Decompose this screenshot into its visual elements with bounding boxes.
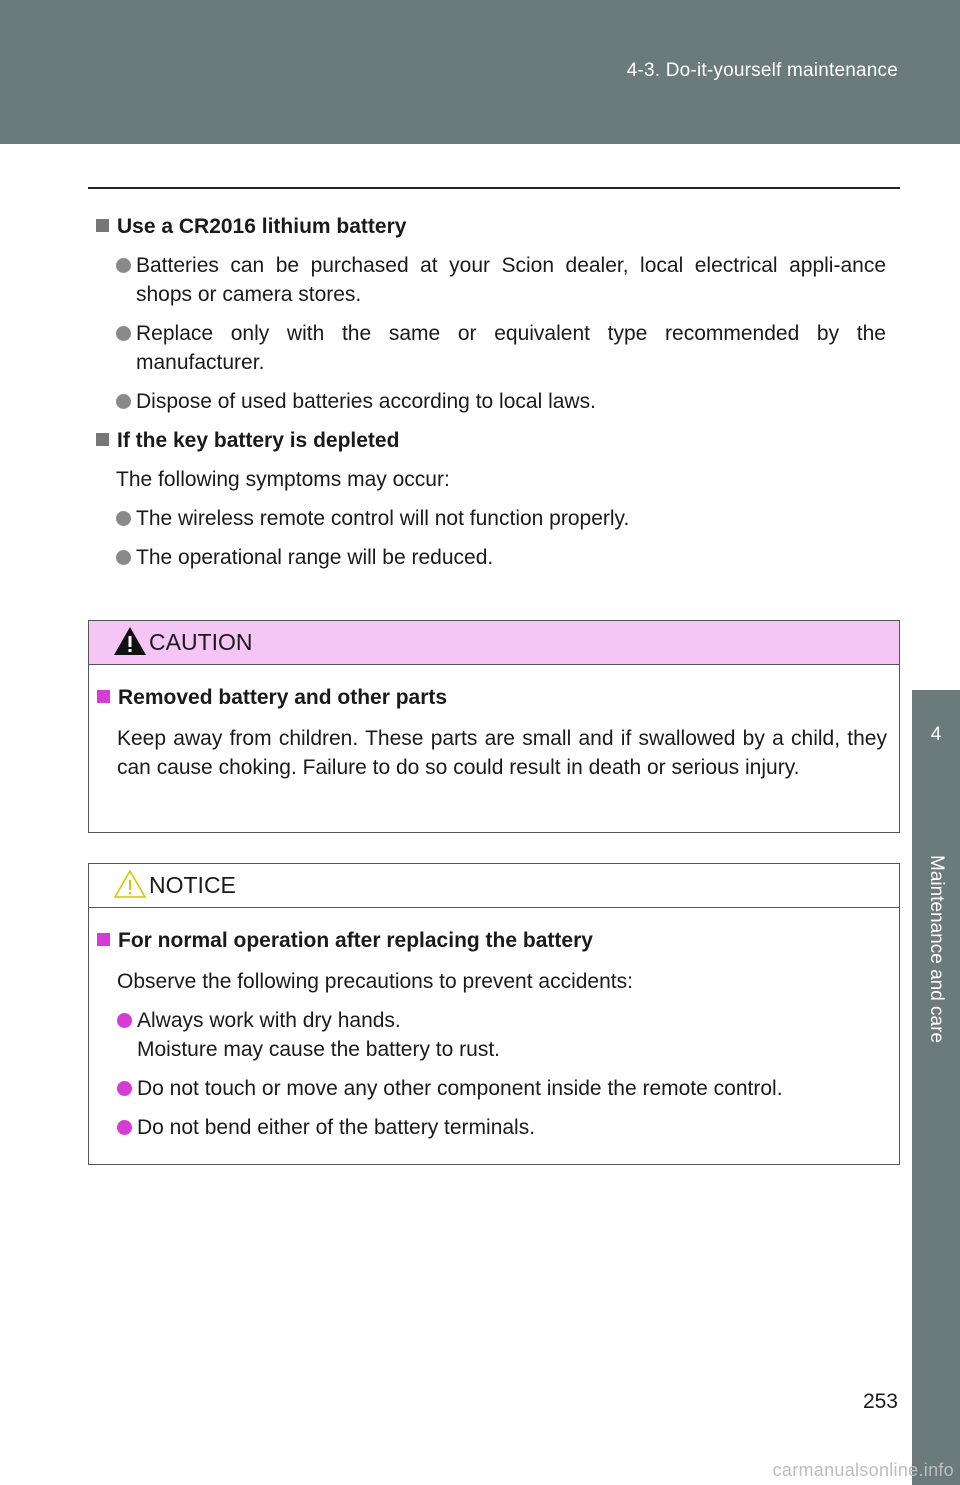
page-number: 253: [862, 1390, 898, 1413]
bullet-icon: [116, 511, 131, 526]
bullet-icon: [116, 394, 131, 409]
chapter-tab: [912, 690, 960, 1485]
caution-box: [88, 620, 900, 833]
bullet-icon: [116, 326, 131, 341]
notice-heading: For normal operation after replacing the battery: [97, 926, 887, 955]
bullet-icon: [117, 1013, 132, 1028]
list-item: The operational range will be reduced.: [96, 543, 886, 572]
header-rule: [88, 187, 900, 189]
bullet-icon: [116, 258, 131, 273]
square-marker-icon: [97, 933, 110, 946]
notice-header: [89, 864, 899, 908]
notice-title: NOTICE: [149, 872, 236, 898]
caution-heading: Removed battery and other parts: [97, 683, 887, 712]
main-content: [96, 212, 886, 582]
chapter-number: 4: [930, 724, 942, 745]
square-marker-icon: [97, 690, 110, 703]
warning-triangle-outline-icon: [113, 868, 147, 900]
notice-box: [88, 863, 900, 1165]
list-item: Dispose of used batteries according to local laws.: [96, 387, 886, 416]
list-item: Batteries can be purchased at your Scion dealer, local electrical appli-ance shops or camera stores.: [96, 251, 886, 309]
caution-header: [89, 621, 899, 665]
list-item: Do not bend either of the battery terminals.: [97, 1113, 887, 1142]
section2-intro: The following symptoms may occur:: [116, 468, 450, 491]
caution-text: Keep away from children. These parts are small and if swallowed by a child, they can cause choking. Failure to do so could result in death or serious injury.: [117, 727, 887, 779]
notice-intro: Observe the following precautions to prevent accidents:: [117, 970, 633, 993]
bullet-icon: [116, 550, 131, 565]
list-item: Always work with dry hands. Moisture may cause the battery to rust.: [97, 1006, 887, 1064]
warning-triangle-icon: [113, 625, 147, 657]
caution-title: CAUTION: [149, 629, 253, 655]
list-item: Do not touch or move any other component inside the remote control.: [97, 1074, 887, 1103]
page-header: [0, 0, 960, 144]
list-item: The wireless remote control will not function properly.: [96, 504, 886, 533]
list-item: Replace only with the same or equivalent type recommended by the manufacturer.: [96, 319, 886, 377]
section1-heading: Use a CR2016 lithium battery: [96, 212, 886, 241]
section-title: 4-3. Do-it-yourself maintenance: [626, 60, 898, 81]
square-marker-icon: [96, 433, 109, 446]
watermark: carmanualsonline.info: [772, 1460, 954, 1480]
bullet-icon: [117, 1120, 132, 1135]
section2-heading: If the key battery is depleted: [96, 426, 886, 455]
bullet-icon: [117, 1081, 132, 1096]
square-marker-icon: [96, 219, 109, 232]
chapter-label: Maintenance and care: [926, 855, 947, 1044]
